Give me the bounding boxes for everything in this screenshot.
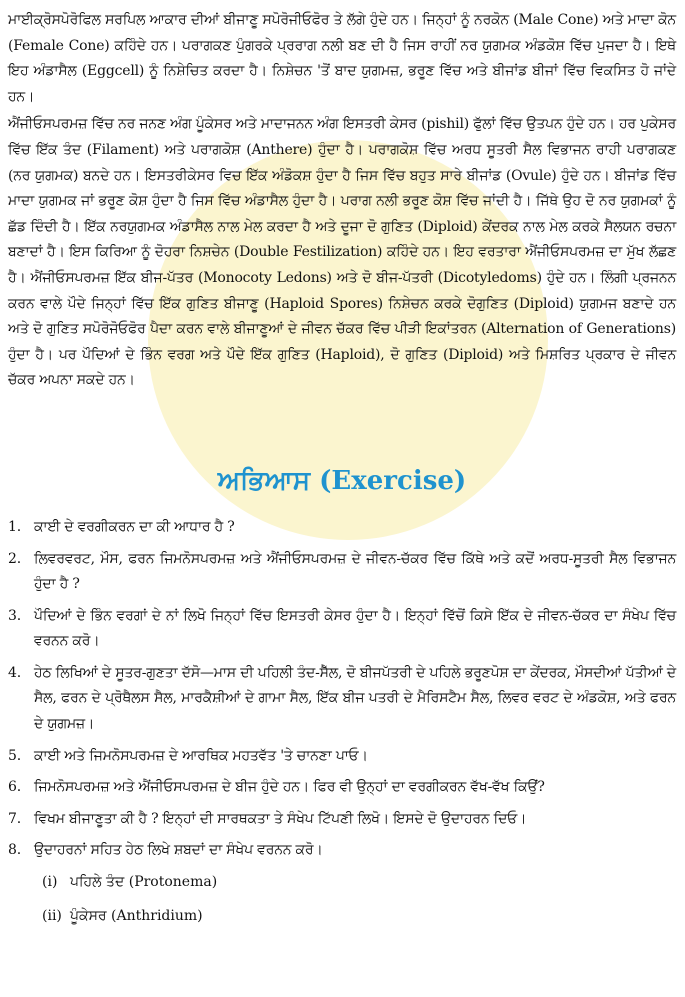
subitem-2 bbox=[42, 904, 676, 930]
subitem-number: (i) bbox=[42, 874, 58, 891]
question-text: ਵਿਖਮ ਬੀਜਾਣੂਤਾ ਕੀ ਹੈ ? ਇਨ੍ਹਾਂ ਦੀ ਸਾਰਥਕਤਾ ਤੇ ਸੰਖੇਪ ਟਿੱਪਣੀ ਲਿਖੋ। ਇਸਦੇ ਦੋ ਉਦਾਹਰਨ ਦਿਓ। bbox=[34, 810, 527, 827]
exercise-heading: ਅਭਿਆਸ (Exercise) bbox=[217, 465, 467, 496]
question-1 bbox=[8, 515, 676, 541]
question-number: 3. bbox=[8, 607, 21, 624]
question-number: 8. bbox=[8, 842, 21, 859]
subitem-number: (ii) bbox=[42, 907, 62, 924]
question-7 bbox=[8, 807, 676, 833]
question-2 bbox=[8, 547, 676, 598]
question-text: ਲਿਵਰਵਰਟ, ਮੌਸ, ਫਰਨ ਜਿਮਨੋਸਪਰਮਜ਼ ਅਤੇ ਐਂਜੀਓਸਪਰਮਜ਼ ਦੇ ਜੀਵਨ-ਚੱਕਰ ਵਿੱਚ ਕਿੱਥੇ ਅਤੇ ਕਦੋਂ ਅਰਧ-ਸੂਤਰੀ ਸੈਲ ਵਿਭਾਜਨ ਹੁੰਦਾ ਹੈ ? bbox=[34, 550, 676, 593]
question-text: ਹੇਠ ਲਿਖਿਆਂ ਦੇ ਸੂਤਰ-ਗੁਣਤਾ ਦੱਸੋ—ਮਾਸ ਦੀ ਪਹਿਲੀ ਤੰਦ-ਸੈੱਲ, ਦੋ ਬੀਜਪੱਤਰੀ ਦੇ ਪਹਿਲੇ ਭਰੂਣਪੋਸ਼ ਦਾ ਕੇਂਦਰਕ, ਮੌਸਦੀਆਂ ਪੱਤੀਆਂ ਦੇ ਸੈਲ, ਫਰਨ ਦੇ ਪ੍ਰੋਥੈਲਸ ਸੈਲ, ਮਾਰਕੈਸ਼ੀਆਂ ਦੇ ਗਾਮਾ ਸੈਲ, ਇੱਕ ਬੀਜ ਪਤਰੀ ਦੇ ਮੈਰਿਸਟੈਮ ਸੈਲ, ਲਿਵਰ ਵਰਟ ਦੇ ਅੰਡਕੋਸ਼, ਅਤੇ ਫਰਨ ਦੇ ਯੁਗਮਜ਼। bbox=[34, 664, 676, 733]
question-number: 6. bbox=[8, 779, 21, 796]
subitem-text: ਪੂੰਕੇਸਰ (Anthridium) bbox=[70, 907, 203, 924]
body-paragraph-1: ਮਾਈਕ੍ਰੋਸਪੋਰੋਫਿਲ ਸਰਪਿਲ ਆਕਾਰ ਦੀਆਂ ਬੀਜਾਣੂ ਸਪੋਰੋਜੀਓਫੋਰ ਤੇ ਲੱਗੇ ਹੁੰਦੇ ਹਨ। ਜਿਨ੍ਹਾਂ ਨੂੰ ਨਰਕੋਨ (Male Cone) ਅਤੇ ਮਾਦਾ ਕੋਨ (Female Cone) ਕਹਿੰਦੇ ਹਨ। ਪਰਾਗਕਣ ਪੁੰਗਰਕੇ ਪ੍ਰਰਾਗ ਨਲੀ ਬਣ ਦੀ ਹੈ ਜਿਸ ਰਾਹੀਂ ਨਰ ਯੁਗਮਕ ਅੰਡਕੋਸ਼ ਵਿੱਚ ਪੁਜਦਾ ਹੈ। ਇਥੇ ਇਹ ਅੰਡਾਸੈਲ (Eggcell) ਨੂੰ ਨਿਸ਼ੇਚਿਤ ਕਰਦਾ ਹੈ। ਨਿਸ਼ੇਚਨ 'ਤੋਂ ਬਾਦ ਯੁਗਮਜ਼, ਭਰੂਣ ਵਿੱਚ ਅਤੇ ਬੀਜਾਂਡ ਬੀਜਾਂ ਵਿੱਚ ਵਿਕਸਿਤ ਹੋ ਜਾਂਦੇ ਹਨ। bbox=[8, 12, 676, 105]
question-list bbox=[8, 515, 676, 929]
question-4 bbox=[8, 661, 676, 738]
question-3 bbox=[8, 604, 676, 655]
question-number: 1. bbox=[8, 518, 21, 535]
question-text: ਉਦਾਹਰਨਾਂ ਸਹਿਤ ਹੇਠ ਲਿਖੇ ਸ਼ਬਦਾਂ ਦਾ ਸੰਖੇਪ ਵਰਨਨ ਕਰੋ। bbox=[34, 842, 323, 859]
question-text: ਜਿਮਨੋਸਪਰਮਜ਼ ਅਤੇ ਐਂਜੀਓਸਪਰਮਜ਼ ਦੇ ਬੀਜ ਹੁੰਦੇ ਹਨ। ਫਿਰ ਵੀ ਉਨ੍ਹਾਂ ਦਾ ਵਰਗੀਕਰਨ ਵੱਖ-ਵੱਖ ਕਿਉਂ? bbox=[34, 779, 545, 796]
question-number: 5. bbox=[8, 747, 21, 764]
body-paragraph-2: ਐਂਜੀਓਸਪਰਮਜ਼ ਵਿੱਚ ਨਰ ਜਨਣ ਅੰਗ ਪੂੰਕੇਸਰ ਅਤੇ ਮਾਦਾਜਨਨ ਅੰਗ ਇਸਤਰੀ ਕੇਸਰ (pishil) ਫੁੱਲਾਂ ਵਿੱਚ ਉਤਪਨ ਹੁੰਦੇ ਹਨ। ਹਰ ਪੁਕੇਸਰ ਵਿੱਚ ਇੱਕ ਤੰਦ (Filament) ਅਤੇ ਪਰਾਗਕੋਸ਼ (Anthere) ਹੁੰਦਾ ਹੈ। ਪਰਾਗਕੋਸ਼ ਵਿੱਚ ਅਰਧ ਸੂਤਰੀ ਸੈਲ ਵਿਭਾਜਨ ਰਾਹੀ ਪਰਾਗਕਣ (ਨਰ ਯੁਗਮਕ) ਬਨਦੇ ਹਨ। ਇਸਤਰੀਕੇਸਰ ਵਿਚ ਇੱਕ ਅੰਡੋਕਸ਼ ਹੁੰਦਾ ਹੈ ਜਿਸ ਵਿੱਚ ਬਹੁਤ ਸਾਰੇ ਬੀਜਾਂਡ (Ovule) ਹੁੰਦੇ ਹਨ। ਬੀਜਾਂਡ ਵਿੱਚ ਮਾਦਾ ਯੁਗਮਕ ਜਾਂ ਭਰੂਣ ਕੋਸ਼ ਹੁੰਦਾ ਹੈ ਜਿਸ ਵਿੱਚ ਅੰਡਾਸੈਲ ਹੁੰਦਾ ਹੈ। ਪਰਾਗ ਨਲੀ ਭਰੂਣ ਕੋਸ਼ ਵਿੱਚ ਜਾਂਦੀ ਹੈ। ਜਿੱਥੇ ਉਹ ਦੋ ਨਰ ਯੁਗਮਕਾਂ ਨੂੰ ਛੱਡ ਦਿੰਦੀ ਹੈ। ਇੱਕ ਨਰਯੁਗਮਕ ਅੰਡਾਸੈਲ ਨਾਲ ਮੇਲ ਕਰਦਾ ਹੈ ਅਤੇ ਦੂਜਾ ਦੋ ਗੁਣਿਤ (Diploid) ਕੇਂਦਰਕ ਨਾਲ ਮੇਲ ਕਰਕੇ ਸੈਲਯਨ ਰਚਨਾ ਬਣਾਦਾਂ ਹੈ। ਇਸ ਕਿਰਿਆ ਨੂੰ ਦੋਹਰਾ ਨਿਸ਼ਚੇਨ (Double Festilization) ਕਹਿੰਦੇ ਹਨ। ਇਹ ਵਰਤਾਰਾ ਐਂਜੀਓਸਪਰਮਜ਼ ਦਾ ਮੁੱਖ ਲੱਛਣ ਹੈ। ਐਂਜੀਓਸਪਰਮਜ਼ ਇੱਕ ਬੀਜ-ਪੱਤਰ (Monocoty Ledons) ਅਤੇ ਦੋ ਬੀਜ-ਪੱਤਰੀ (Dicotyledoms) ਹੁੰਦੇ ਹਨ। ਲਿੰਗੀ ਪ੍ਰਜਨਨ ਕਰਨ ਵਾਲੇ ਪੌਦੇ ਜਿਨ੍ਹਾਂ ਵਿੱਚ ਇੱਕ ਗੁਣਿਤ ਬੀਜਾਣੂ (Haploid Spores) ਨਿਸ਼ੇਚਨ ਕਰਕੇ ਦੋਗੁਣਿਤ (Diploid) ਯੁਗਮਜ ਬਣਾਦੇ ਹਨ ਅਤੇ ਦੋ ਗੁਣਿਤ ਸਪੋਰੋਜੋਓਫੋਰ ਪੈਦਾ ਕਰਨ ਵਾਲੇ ਬੀਜਾਣੂਆਂ ਦੇ ਜੀਵਨ ਚੱਕਰ ਵਿੱਚ ਪੀੜੀ ਇਕਾਂਤਰਨ (Alternation of Generations) ਹੁੰਦਾ ਹੈ। ਪਰ ਪੌਦਿਆਂ ਦੇ ਭਿੰਨ ਵਰਗ ਅਤੇ ਪੌਦੇ ਇੱਕ ਗੁਣਿਤ (Haploid), ਦੋ ਗੁਣਿਤ (Diploid) ਅਤੇ ਮਿਸ਼ਰਿਤ ਪ੍ਰਕਾਰ ਦੇ ਜੀਵਨ ਚੱਕਰ ਅਪਨਾ ਸਕਦੇ ਹਨ। bbox=[8, 116, 676, 389]
question-text: ਕਾਈ ਦੇ ਵਰਗੀਕਰਨ ਦਾ ਕੀ ਆਧਾਰ ਹੈ ? bbox=[34, 518, 235, 535]
question-5 bbox=[8, 744, 676, 770]
question-8 bbox=[8, 838, 676, 864]
question-number: 2. bbox=[8, 550, 21, 567]
question-number: 7. bbox=[8, 810, 21, 827]
question-text: ਪੌਦਿਆਂ ਦੇ ਭਿੰਨ ਵਰਗਾਂ ਦੇ ਨਾਂ ਲਿਖੋ ਜਿਨ੍ਹਾਂ ਵਿੱਚ ਇਸਤਰੀ ਕੇਸਰ ਹੁੰਦਾ ਹੈ। ਇਨ੍ਹਾਂ ਵਿੱਚੋਂ ਕਿਸੇ ਇੱਕ ਦੇ ਜੀਵਨ-ਚੱਕਰ ਦਾ ਸੰਖੇਪ ਵਿੱਚ ਵਰਨਨ ਕਰੋ। bbox=[34, 607, 676, 650]
subitem-1 bbox=[42, 870, 676, 896]
question-number: 4. bbox=[8, 664, 21, 681]
question-text: ਕਾਈ ਅਤੇ ਜਿਮਨੋਸਪਰਮਜ਼ ਦੇ ਆਰਥਿਕ ਮਹਤਵੱਤ 'ਤੇ ਚਾਨਣਾ ਪਾਓ। bbox=[34, 747, 368, 764]
question-6 bbox=[8, 775, 676, 801]
subitem-text: ਪਹਿਲੇ ਤੰਦ (Protonema) bbox=[70, 874, 218, 891]
